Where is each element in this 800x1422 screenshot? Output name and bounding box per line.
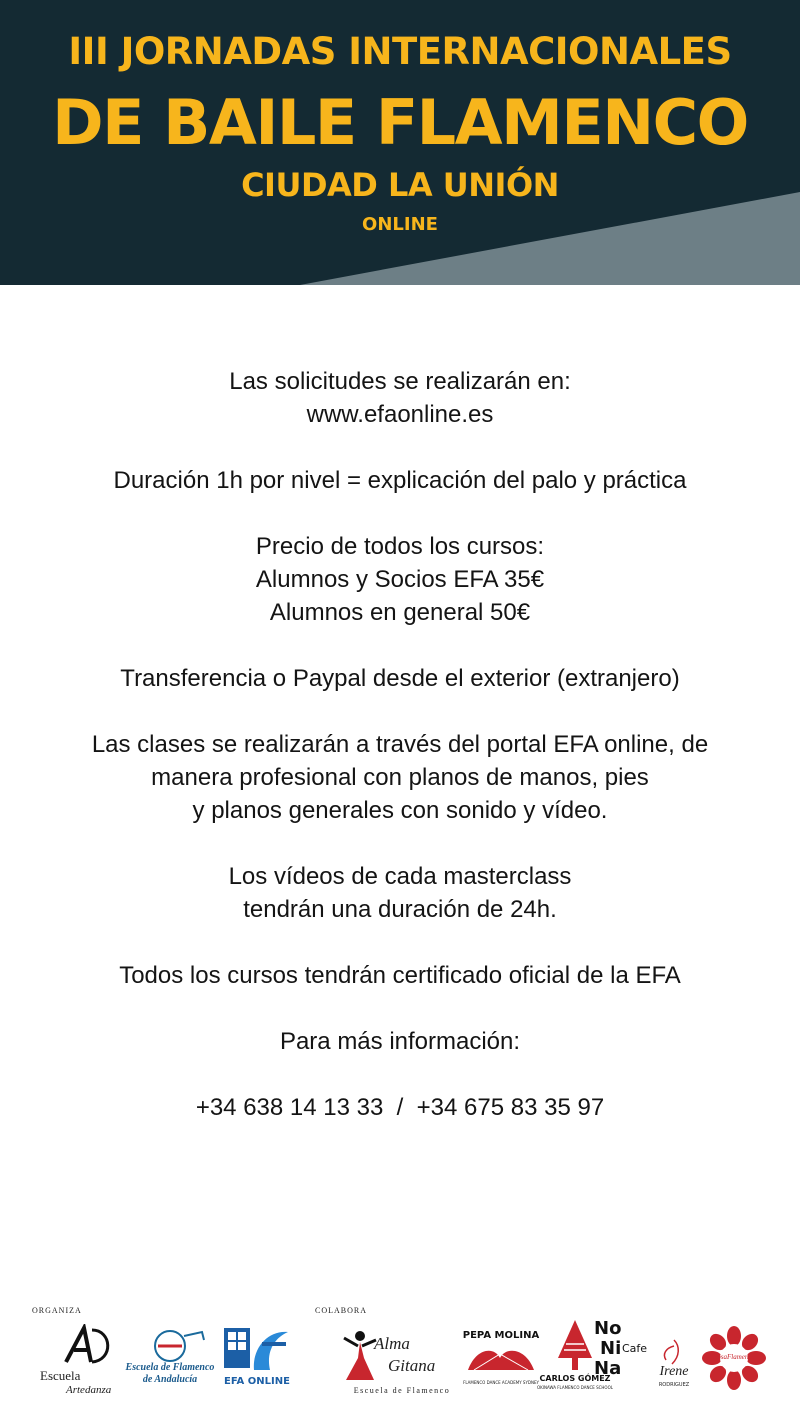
colabora-label: COLABORA [315, 1306, 368, 1315]
noninana-no: No [594, 1318, 622, 1339]
header-banner [0, 0, 800, 285]
solicitudes-label: Las solicitudes se realizarán en: [229, 368, 571, 395]
precio-general: Alumnos en general 50€ [269, 599, 531, 626]
duracion-block [0, 464, 800, 497]
header-line-3: CIUDAD LA UNIÓN [241, 166, 559, 204]
info-text-label: Para más información: [279, 1028, 521, 1055]
certificado-block [0, 959, 800, 992]
precio-block [0, 530, 800, 629]
noninana-ni: Ni [600, 1338, 622, 1359]
escuela-flamenco-andalucia-logo [122, 1326, 218, 1396]
irene-dancer-icon [650, 1336, 698, 1366]
gitana-name: Gitana [388, 1356, 436, 1375]
clases-line-2: manera profesional con planos de manos, pies [151, 764, 649, 791]
efa-online-name: EFA ONLINE [224, 1376, 290, 1387]
precio-title: Precio de todos los cursos: [255, 533, 545, 560]
website-link[interactable]: www.efaonline.es [306, 401, 494, 428]
precio-socios: Alumnos y Socios EFA 35€ [255, 566, 545, 593]
noninana-cafe: Cafe [622, 1342, 648, 1355]
header-line-1: III JORNADAS INTERNACIONALES [68, 30, 732, 73]
pago-block [0, 662, 800, 695]
videos-line-1: Los vídeos de cada masterclass [228, 863, 572, 890]
phone-numbers[interactable]: +34 638 14 13 33 / +34 675 83 35 97 [195, 1094, 605, 1121]
artedanza-sub: Artedanza [66, 1384, 112, 1396]
rosa-flamenca-name: RosaFlamenca [713, 1353, 755, 1361]
artedanza-mark-icon [36, 1324, 126, 1366]
videos-line-2: tendrán una duración de 24h. [243, 896, 557, 923]
organiza-label: ORGANIZA [32, 1306, 82, 1315]
footer-logos [0, 1300, 800, 1410]
pepa-molina-name: PEPA MOLINA [462, 1330, 540, 1341]
noninana-cafe-logo [584, 1318, 650, 1392]
carlos-gomez-sub: OKINAWA FLAMENCO DANCE SCHOOL [537, 1385, 613, 1390]
irene-sub: RODRIGUEZ [658, 1382, 690, 1388]
andalucia-name-1: Escuela de Flamenco [125, 1362, 215, 1373]
artedanza-name: Escuela [40, 1368, 81, 1383]
clases-block [0, 728, 800, 827]
efa-online-logo [222, 1324, 292, 1398]
carlos-gomez-name: CARLOS GÓMEZ [539, 1374, 611, 1383]
videos-block [0, 860, 800, 926]
fan-shoe-icon [460, 1344, 542, 1376]
efa-online-mark-icon [222, 1324, 292, 1374]
info-block [0, 1025, 800, 1058]
header-title: DE BAILE FLAMENCO [52, 86, 748, 159]
info-text [0, 365, 800, 1157]
rosa-flamenca-logo [698, 1322, 770, 1394]
irene-logo [650, 1336, 698, 1400]
alma-gitana-logo [340, 1328, 458, 1408]
clases-line-3: y planos generales con sonido y vídeo. [192, 797, 608, 824]
duracion-text: Duración 1h por nivel = explicación del palo y práctica [113, 467, 687, 494]
solicitudes-block [0, 365, 800, 431]
clases-line-1: Las clases se realizarán a través del portal EFA online, de [91, 731, 709, 758]
andalucia-name-2: de Andalucía [142, 1374, 198, 1385]
alma-name: Alma [374, 1334, 410, 1353]
irene-name: Irene [659, 1364, 689, 1379]
header-line-4: ONLINE [362, 214, 438, 235]
phones-block [0, 1091, 800, 1124]
certificado-text: Todos los cursos tendrán certificado oficial de la EFA [119, 962, 681, 989]
pago-text: Transferencia o Paypal desde el exterior (extranjero) [120, 665, 680, 692]
noninana-na: Na [594, 1358, 622, 1379]
escuela-artedanza-logo [36, 1324, 126, 1404]
andalucia-emblem-icon [122, 1326, 218, 1362]
alma-gitana-sub: Escuela de Flamenco [353, 1386, 451, 1395]
pepa-molina-sub: FLAMENCO DANCE ACADEMY SYDNEY [463, 1380, 539, 1385]
pepa-molina-logo [460, 1326, 542, 1396]
